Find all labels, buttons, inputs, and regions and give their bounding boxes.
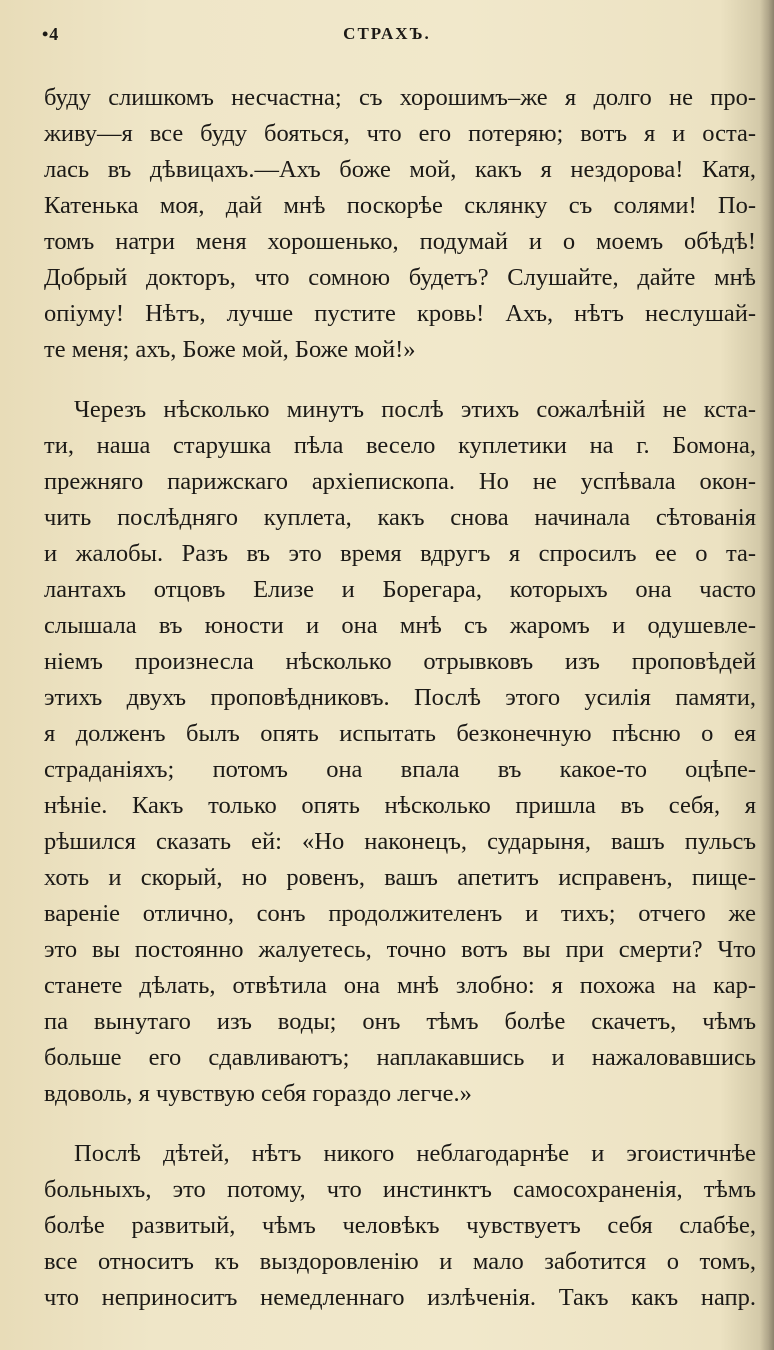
text-line: вдоволь, я чувствую себя гораздо легче.» xyxy=(44,1080,472,1107)
text-line: опіуму! Нѣтъ, лучше пустите кровь! Ахъ, нѣтъ неслушай- xyxy=(44,300,756,327)
running-head: СТРАХЪ. xyxy=(343,24,431,43)
text-line: это вы постоянно жалуетесь, точно вотъ вы при смерти? Что xyxy=(44,936,756,963)
text-line: живу—я все буду бояться, что его потеряю; вотъ я и оста- xyxy=(44,120,756,147)
text-line: томъ натри меня хорошенько, подумай и о моемъ обѣдѣ! xyxy=(44,228,756,255)
text-line: прежняго парижскаго архіепископа. Но не успѣвала окон- xyxy=(44,468,756,495)
text-line: хоть и скорый, но ровенъ, вашъ апетитъ исправенъ, пище- xyxy=(44,864,756,891)
text-line: Послѣ дѣтей, нѣтъ никого неблагодарнѣе и эгоистичнѣе xyxy=(74,1140,756,1167)
text-line: вареніе отлично, сонъ продолжителенъ и тихъ; отчего же xyxy=(44,900,756,927)
text-line: ніемъ произнесла нѣсколько отрывковъ изъ проповѣдей xyxy=(44,648,756,675)
text-line: буду слишкомъ несчастна; съ хорошимъ–же я долго не про- xyxy=(44,84,756,111)
text-line: лась въ дѣвицахъ.—Ахъ боже мой, какъ я нездорова! Катя, xyxy=(44,156,756,183)
text-line: страданіяхъ; потомъ она впала въ какое-то оцѣпе- xyxy=(44,756,756,783)
text-line: па вынутаго изъ воды; онъ тѣмъ болѣе скачетъ, чѣмъ xyxy=(44,1008,756,1035)
text-line: все относитъ къ выздоровленію и мало заботится о томъ, xyxy=(44,1248,756,1275)
body-text xyxy=(44,80,756,1316)
text-line: нѣніе. Какъ только опять нѣсколько пришла въ себя, я xyxy=(44,792,756,819)
paragraph-1 xyxy=(44,80,756,368)
page-header xyxy=(0,22,774,52)
text-line: те меня; ахъ, Боже мой, Боже мой!» xyxy=(44,336,416,363)
text-line: больше его сдавливаютъ; наплакавшись и нажаловавшись xyxy=(44,1044,756,1071)
paragraph-gap xyxy=(44,368,756,392)
text-line: болѣе развитый, чѣмъ человѣкъ чувствуетъ себя слабѣе, xyxy=(44,1212,756,1239)
paragraph-gap xyxy=(44,1112,756,1136)
text-line: Добрый докторъ, что сомною будетъ? Слушайте, дайте мнѣ xyxy=(44,264,756,291)
text-line: и жалобы. Разъ въ это время вдругъ я спросилъ ее о та- xyxy=(44,540,756,567)
text-line: больныхъ, это потому, что инстинктъ самосохраненія, тѣмъ xyxy=(44,1176,756,1203)
text-line: Катенька моя, дай мнѣ поскорѣе склянку съ солями! По- xyxy=(44,192,756,219)
page-number: •4 xyxy=(42,24,60,44)
text-line: Черезъ нѣсколько минутъ послѣ этихъ сожалѣній не кста- xyxy=(74,396,756,423)
text-line: станете дѣлать, отвѣтила она мнѣ злобно: я похожа на кар- xyxy=(44,972,756,999)
text-line: лантахъ отцовъ Елизе и Борегара, которыхъ она часто xyxy=(44,576,756,603)
text-line: рѣшился сказать ей: «Но наконецъ, сударыня, вашъ пульсъ xyxy=(44,828,756,855)
text-line: чить послѣдняго куплета, какъ снова начинала сѣтованія xyxy=(44,504,756,531)
text-line: этихъ двухъ проповѣдниковъ. Послѣ этого усилія памяти, xyxy=(44,684,756,711)
text-line: ти, наша старушка пѣла весело куплетики на г. Бомона, xyxy=(44,432,756,459)
page-edge-shadow xyxy=(760,0,774,1350)
text-line: что неприноситъ немедленнаго излѣченія. Такъ какъ напр. xyxy=(44,1284,756,1311)
paragraph-2 xyxy=(44,392,756,1112)
paragraph-3 xyxy=(44,1136,756,1316)
text-line: слышала въ юности и она мнѣ съ жаромъ и одушевле- xyxy=(44,612,756,639)
text-line: я долженъ былъ опять испытать безконечную пѣсню о ея xyxy=(44,720,756,747)
